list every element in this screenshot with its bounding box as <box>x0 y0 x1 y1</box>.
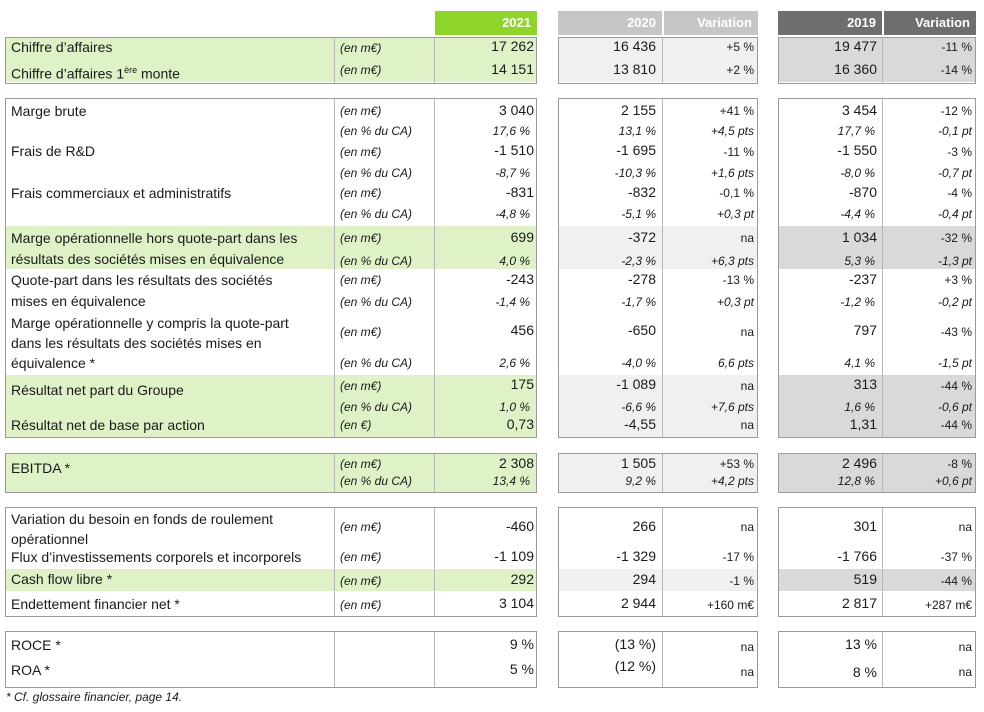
header-2020: 2020 <box>558 11 662 35</box>
header-2019: 2019 <box>778 11 882 35</box>
footnote: * Cf. glossaire financier, page 14. <box>6 690 183 704</box>
var19-roa: na <box>958 665 972 679</box>
v2021-qpp: -1,4 % <box>495 295 530 309</box>
label-roce: ROCE * <box>11 637 61 653</box>
var20-rnp: +7,6 pts <box>710 400 754 414</box>
unit-qpp: (en % du CA) <box>340 295 413 309</box>
v2021-moq: 456 <box>510 322 534 338</box>
var19-mo: -32 % <box>940 231 972 245</box>
unit-mbp: (en % du CA) <box>340 124 413 138</box>
unit-ca: (en m€) <box>340 41 382 55</box>
unit-moq: (en m€) <box>340 325 382 339</box>
v2020-bpa: -4,55 <box>624 416 656 432</box>
var20-mb: +41 % <box>719 104 754 118</box>
v2019-mbp: 17,7 % <box>837 124 875 138</box>
var20-qpp: +0,3 pt <box>716 295 754 309</box>
label-rn: Résultat net part du Groupe <box>11 382 184 398</box>
v2020-mop: -2,3 % <box>621 254 656 268</box>
label-cf: Cash flow libre * <box>11 571 113 587</box>
label-bpa: Résultat net de base par action <box>11 417 205 433</box>
v2019-mop: 5,3 % <box>844 254 875 268</box>
unit-bpa: (en €) <box>340 418 372 432</box>
v2020-mb: 2 155 <box>620 102 656 118</box>
v2019-rnp: 1,6 % <box>844 400 875 414</box>
label-rd: Frais de R&D <box>11 143 96 159</box>
v2019-bpa: 1,31 <box>849 416 877 432</box>
v2020-qpp: -1,7 % <box>621 295 656 309</box>
v2020-eb: 1 505 <box>620 455 656 471</box>
unit-rd: (en m€) <box>340 145 382 159</box>
v2021-cf: 292 <box>510 571 534 587</box>
var19-rd: -3 % <box>947 145 972 159</box>
v2019-bfr: 301 <box>853 518 877 534</box>
var20-rdp: +1,6 pts <box>710 166 754 180</box>
unit-ca1: (en m€) <box>340 63 382 77</box>
header-variation-2019: Variation <box>884 11 976 35</box>
var20-fc: -0,1 % <box>719 186 754 200</box>
unit-rdp: (en % du CA) <box>340 166 413 180</box>
v2020-rn: -1 089 <box>616 376 656 392</box>
label-qp-line1: Quote-part dans les résultats des sociétés <box>11 272 273 288</box>
var20-fi: -17 % <box>722 550 754 564</box>
var19-ca1: -14 % <box>940 63 972 77</box>
var19-qp: +3 % <box>944 273 972 287</box>
var20-rd: -11 % <box>723 145 754 159</box>
v2019-moq: 797 <box>853 322 877 338</box>
v2020-qp: -278 <box>627 271 656 287</box>
v2020-fc: -832 <box>627 184 656 200</box>
var19-fc: -4 % <box>947 186 972 200</box>
var20-mop: +6,3 pts <box>710 254 754 268</box>
var20-ebp: +4,2 pts <box>710 474 754 488</box>
var19-rn: -44 % <box>940 379 972 393</box>
var19-rdp: -0,7 pt <box>937 166 972 180</box>
v2021-bpa: 0,73 <box>506 416 534 432</box>
v2020-roa: (12 %) <box>614 658 656 674</box>
v2019-qpp: -1,2 % <box>840 295 875 309</box>
label-en: Endettement financier net * <box>11 596 180 612</box>
var19-cf: -44 % <box>940 574 972 588</box>
var20-eb: +53 % <box>719 457 754 471</box>
var19-mop: -1,3 pt <box>937 254 972 268</box>
v2021-rnp: 1,0 % <box>499 400 530 414</box>
v2021-qp: -243 <box>505 271 534 287</box>
v2021-ebp: 13,4 % <box>492 474 530 488</box>
v2021-mo: 699 <box>510 229 534 245</box>
v2019-mo: 1 034 <box>841 229 877 245</box>
var19-rnp: -0,6 pt <box>937 400 972 414</box>
v2021-rdp: -8,7 % <box>495 166 530 180</box>
header-2021: 2021 <box>435 11 537 35</box>
label-mo-line1: Marge opérationnelle hors quote-part dans les <box>11 230 298 246</box>
var20-bpa: na <box>740 418 754 432</box>
var19-moq: -43 % <box>940 325 972 339</box>
v2019-cf: 519 <box>853 571 877 587</box>
v2019-rdp: -8,0 % <box>840 166 875 180</box>
v2019-ca1: 16 360 <box>834 61 877 77</box>
var20-en: +160 m€ <box>706 598 754 612</box>
label-ca: Chiffre d’affaires <box>11 39 113 55</box>
unit-fi: (en m€) <box>340 550 382 564</box>
v2021-mop: 4,0 % <box>499 254 530 268</box>
v2019-fcp: -4,4 % <box>840 207 875 221</box>
v2021-mb: 3 040 <box>498 102 534 118</box>
v2021-ca1: 14 151 <box>491 61 534 77</box>
var19-mbp: -0,1 pt <box>937 124 972 138</box>
var20-qp: -13 % <box>722 273 754 287</box>
v2020-rdp: -10,3 % <box>614 166 656 180</box>
var19-fi: -37 % <box>940 550 972 564</box>
var20-moqp: 6,6 pts <box>717 356 754 370</box>
v2020-mo: -372 <box>627 229 656 245</box>
label-moq-line3: équivalence * <box>11 355 96 371</box>
var20-cf: -1 % <box>729 574 754 588</box>
var19-en: +287 m€ <box>924 598 972 612</box>
v2020-cf: 294 <box>632 571 656 587</box>
var19-mb: -12 % <box>940 104 972 118</box>
v2021-fcp: -4,8 % <box>495 207 530 221</box>
var20-ca: +5 % <box>726 40 754 54</box>
v2019-qp: -237 <box>848 271 877 287</box>
v2019-rn: 313 <box>853 376 877 392</box>
var20-moq: na <box>740 325 754 339</box>
v2020-fcp: -5,1 % <box>621 207 656 221</box>
var20-fcp: +0,3 pt <box>716 207 754 221</box>
unit-bfr: (en m€) <box>340 520 382 534</box>
unit-mop: (en % du CA) <box>340 254 413 268</box>
v2020-rd: -1 695 <box>616 142 656 158</box>
var19-qpp: -0,2 pt <box>937 295 972 309</box>
v2021-fc: -831 <box>505 184 534 200</box>
label-bfr-line1: Variation du besoin en fonds de roulement <box>11 511 274 527</box>
v2021-en: 3 104 <box>498 595 534 611</box>
unit-cf: (en m€) <box>340 574 382 588</box>
var19-bpa: -44 % <box>940 418 972 432</box>
label-moq-line1: Marge opérationnelle y compris la quote-part <box>11 315 289 331</box>
label-mo-line2: résultats des sociétés mises en équivalence <box>11 251 285 267</box>
label-mb: Marge brute <box>11 103 87 119</box>
var19-bfr: na <box>958 520 972 534</box>
var20-rn: na <box>740 379 754 393</box>
v2021-roce: 9 % <box>509 636 534 652</box>
label-bfr-line2: opérationnel <box>11 531 89 547</box>
v2020-mbp: 13,1 % <box>618 124 656 138</box>
unit-fcp: (en % du CA) <box>340 207 413 221</box>
v2021-fi: -1 109 <box>494 548 534 564</box>
v2019-ebp: 12,8 % <box>837 474 875 488</box>
unit-eb: (en m€) <box>340 457 382 471</box>
v2021-roa: 5 % <box>509 661 534 677</box>
var19-ca: -11 % <box>941 40 972 54</box>
unit-rn: (en m€) <box>340 379 382 393</box>
v2021-mbp: 17,6 % <box>492 124 530 138</box>
var20-mbp: +4,5 pts <box>710 124 754 138</box>
unit-rnp: (en % du CA) <box>340 400 413 414</box>
label-roa: ROA * <box>11 662 50 678</box>
var19-ebp: +0,6 pt <box>934 474 972 488</box>
var20-bfr: na <box>740 520 754 534</box>
v2019-ca: 19 477 <box>834 38 877 54</box>
v2021-ca: 17 262 <box>491 38 534 54</box>
unit-moqp: (en % du CA) <box>340 356 413 370</box>
v2021-rd: -1 510 <box>494 142 534 158</box>
var20-ca1: +2 % <box>726 63 754 77</box>
v2020-roce: (13 %) <box>614 636 656 652</box>
v2020-en: 2 944 <box>620 595 656 611</box>
unit-mo: (en m€) <box>340 231 382 245</box>
label-qp-line2: mises en équivalence <box>11 293 146 309</box>
unit-ebp: (en % du CA) <box>340 474 413 488</box>
unit-mb: (en m€) <box>340 104 382 118</box>
var19-moqp: -1,5 pt <box>937 356 972 370</box>
v2019-fi: -1 766 <box>837 548 877 564</box>
v2021-rn: 175 <box>510 376 534 392</box>
label-ca1: Chiffre d’affaires 1ère monte <box>11 65 180 82</box>
v2020-rnp: -6,6 % <box>621 400 656 414</box>
label-ebitda: EBITDA * <box>11 460 71 476</box>
v2020-ebp: 9,2 % <box>625 474 656 488</box>
var19-fcp: -0,4 pt <box>937 207 972 221</box>
v2019-eb: 2 496 <box>841 455 877 471</box>
v2021-eb: 2 308 <box>498 455 534 471</box>
v2019-roa: 8 % <box>852 664 877 680</box>
v2019-en: 2 817 <box>841 595 877 611</box>
var20-roa: na <box>740 665 754 679</box>
v2021-bfr: -460 <box>505 518 534 534</box>
v2019-rd: -1 550 <box>837 142 877 158</box>
v2020-fi: -1 329 <box>616 548 656 564</box>
unit-en: (en m€) <box>340 598 382 612</box>
var19-roce: na <box>958 640 972 654</box>
var20-roce: na <box>740 640 754 654</box>
v2021-moqp: 2,6 % <box>499 356 530 370</box>
label-fi: Flux d’investissements corporels et incorporels <box>11 549 302 565</box>
unit-qp: (en m€) <box>340 273 382 287</box>
v2019-mb: 3 454 <box>841 102 877 118</box>
label-fc: Frais commerciaux et administratifs <box>11 185 232 201</box>
v2020-moqp: -4,0 % <box>621 356 656 370</box>
v2020-bfr: 266 <box>632 518 656 534</box>
v2020-ca1: 13 810 <box>613 61 656 77</box>
v2019-roce: 13 % <box>845 636 877 652</box>
var20-mo: na <box>740 231 754 245</box>
unit-fc: (en m€) <box>340 186 382 200</box>
label-moq-line2: dans les résultats des sociétés mises en <box>11 335 262 351</box>
v2019-fc: -870 <box>848 184 877 200</box>
v2019-moqp: 4,1 % <box>844 356 875 370</box>
var19-eb: -8 % <box>947 457 972 471</box>
v2020-moq: -650 <box>627 322 656 338</box>
header-variation-2020: Variation <box>664 11 758 35</box>
v2020-ca: 16 436 <box>613 38 656 54</box>
